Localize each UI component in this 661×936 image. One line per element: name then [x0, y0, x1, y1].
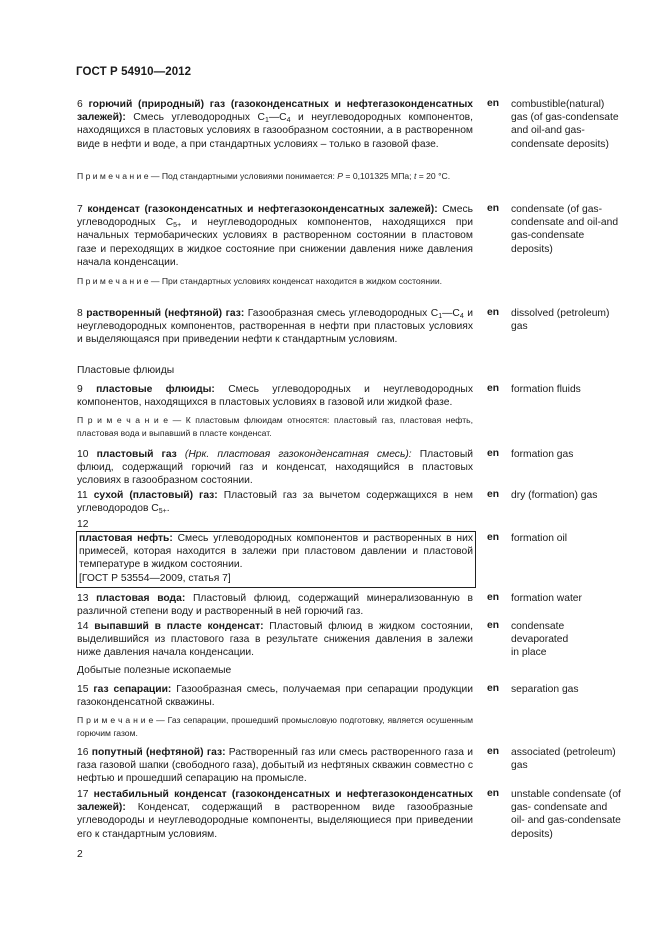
- english-equivalent-16: associated (petroleum) gas: [511, 747, 616, 772]
- term-number: 6: [77, 99, 83, 110]
- term-definition: Смесь углеводородных $C_1—C_4$ и неуглеводородных компонентов, находящихся в пластовых условиях в газообразном состоянии, а в растворенном виде в нефти и воде, а при стандартных условиях – только в газовой фазе.: [77, 112, 473, 150]
- lang-code: en: [487, 98, 500, 109]
- term-definition: Пластовый газ за вычетом содержащихся в нем углеводородов $C_{5+}$.: [77, 490, 473, 516]
- term-entry-13: [77, 592, 473, 618]
- term-number: 16: [77, 747, 89, 758]
- document-header: ГОСТ Р 54910—2012: [76, 66, 192, 78]
- lang-code: en: [487, 620, 500, 631]
- term-entry-6: [77, 98, 473, 151]
- term-definition: Пластовый флюид, содержащий горючий газ и конденсат, находящийся в пластовых условиях в газообразном состоянии.: [77, 449, 474, 487]
- term-entry-16: [77, 746, 473, 786]
- term-number: 14: [77, 621, 89, 632]
- term-number: 13: [77, 593, 89, 604]
- lang-code: en: [487, 307, 500, 318]
- note-7: П р и м е ч а н и е — При стандартных условиях конденсат находится в жидком состоянии.: [77, 276, 443, 286]
- lang-code: en: [487, 788, 500, 799]
- english-equivalent-9: formation fluids: [511, 384, 581, 395]
- term-definition: Пластовый флюид, содержащий минерализованную в различной степени воду и растворенный в ней горючий газ.: [77, 593, 473, 618]
- term-number: 9: [77, 384, 83, 395]
- term-number: 8: [77, 308, 83, 319]
- lang-code: en: [487, 203, 500, 214]
- english-equivalent-13: formation water: [511, 593, 582, 604]
- english-equivalent-14: condensate devaporated in place: [511, 621, 569, 659]
- term-name: нестабильный конденсат (газоконденсатных и нефтегазоконденсатных залежей):: [77, 789, 473, 814]
- term-name: газ сепарации:: [93, 684, 172, 695]
- term-entry-14: [77, 620, 473, 660]
- term-name: пластовая вода:: [96, 593, 186, 604]
- lang-code: en: [487, 592, 500, 603]
- term-name: выпавший в пласте конденсат:: [94, 621, 264, 632]
- english-equivalent-10: formation gas: [511, 449, 574, 460]
- term-entry-17: [77, 788, 473, 841]
- term-entry-11: [77, 489, 473, 515]
- term-entry-8: [77, 307, 473, 347]
- term-name: сухой (пластовый) газ:: [93, 490, 218, 501]
- lang-code: en: [487, 489, 500, 500]
- term-number: 11: [77, 490, 88, 501]
- term-definition: Пластовый флюид в жидком состоянии, выделившийся из пластового газа в результате снижения давления в залежи ниже давления начала конденсации.: [77, 621, 473, 659]
- deprecated-term: (Нрк. пластовая газоконденсатная смесь):: [184, 449, 412, 460]
- english-equivalent-8: dissolved (petroleum) gas: [511, 308, 610, 333]
- term-definition: Растворенный газ или смесь растворенного газа и газа газовой шапки (свободного газа), добытый из нефтяных скважин совместно с нефтью и прошедший сепарацию на промысле.: [77, 747, 473, 785]
- term-definition: Смесь углеводородных $C_{5+}$ и неуглеводородных компонентов, находящихся при начальных термобарических условиях в растворенном состоянии в пластовом газе и переходящих в жидкое состояние при снижении давления ниже давления начала конденсации.: [77, 204, 473, 268]
- term-entry-7: [77, 203, 473, 269]
- term-name: горючий (природный) газ (газоконденсатных и нефтегазоконденсатных залежей):: [77, 99, 473, 124]
- lang-code: en: [487, 448, 500, 459]
- lang-code: en: [487, 532, 500, 543]
- term-name: растворенный (нефтяной) газ:: [86, 308, 245, 319]
- source-reference: [ГОСТ Р 53554—2009, статья 7]: [79, 572, 231, 584]
- note-15: П р и м е ч а н и е — Газ сепарации, прошедший промысловую подготовку, является осушенным горючим газом.: [77, 715, 473, 738]
- term-name: пластовый газ: [96, 449, 177, 460]
- term-entry-15: [77, 683, 473, 709]
- english-equivalent-15: separation gas: [511, 684, 579, 695]
- term-number-12: 12: [77, 519, 89, 530]
- term-number: 17: [77, 789, 89, 800]
- section-heading-formation-fluids: Пластовые флюиды: [77, 365, 175, 376]
- english-equivalent-12: formation oil: [511, 533, 568, 544]
- term-entry-9: [77, 383, 473, 409]
- english-equivalent-6: combustible(natural) gas (of gas-condensate and oil-and gas-condensate deposits): [511, 99, 619, 150]
- english-equivalent-7: condensate (of gas-condensate and oil-and gas-condensate deposits): [511, 204, 619, 255]
- english-equivalent-17: unstable condensate (of gas- condensate and oil- and gas-condensate deposits): [511, 789, 621, 840]
- term-number: 7: [77, 204, 83, 215]
- term-name: пластовая нефть:: [79, 533, 173, 544]
- lang-code: en: [487, 746, 500, 757]
- term-definition: Конденсат, содержащий в растворенном виде газообразные углеводороды и неуглеводородные компоненты, выделяющиеся при приведении его к стандартным условиям.: [77, 802, 473, 840]
- term-name: пластовые флюиды:: [96, 384, 215, 395]
- term-number: 10: [77, 449, 89, 460]
- term-entry-12: [79, 532, 473, 585]
- term-number: 15: [77, 684, 89, 695]
- section-heading-extracted-minerals: Добытые полезные ископаемые: [77, 665, 232, 676]
- term-definition: Газообразная смесь углеводородных $C_1—C_4$ и неуглеводородных компонентов, растворенная в нефти при пластовых условиях и выделяющаяся при приведении нефти к стандартным условиям.: [77, 308, 473, 346]
- lang-code: en: [487, 383, 500, 394]
- note-9: П р и м е ч а н и е — К пластовым флюидам относятся: пластовый газ, пластовая нефть, пластовая вода и выпавший в пласте конденсат.: [77, 415, 473, 438]
- term-definition: Смесь углеводородных компонентов и растворенных в них примесей, которая находится в залежи при пластовом давлении и пластовой температуре в жидком состоянии.: [79, 533, 473, 571]
- lang-code: en: [487, 683, 500, 694]
- note-6: П р и м е ч а н и е — Под стандартными условиями понимается: Р = 0,101325 МПа; t = 20 °С.: [77, 171, 451, 181]
- term-name: попутный (нефтяной) газ:: [91, 747, 226, 758]
- english-equivalent-11: dry (formation) gas: [511, 490, 598, 501]
- term-definition: Газообразная смесь, получаемая при сепарации продукции газоконденсатной скважины.: [77, 684, 473, 709]
- term-entry-10: [77, 448, 473, 488]
- term-name: конденсат (газоконденсатных и нефтегазоконденсатных залежей):: [87, 204, 438, 215]
- page-number: 2: [77, 849, 83, 860]
- term-definition: Смесь углеводородных и неуглеводородных компонентов, находящихся в пластовых условиях в газовой или жидкой фазе.: [77, 384, 473, 409]
